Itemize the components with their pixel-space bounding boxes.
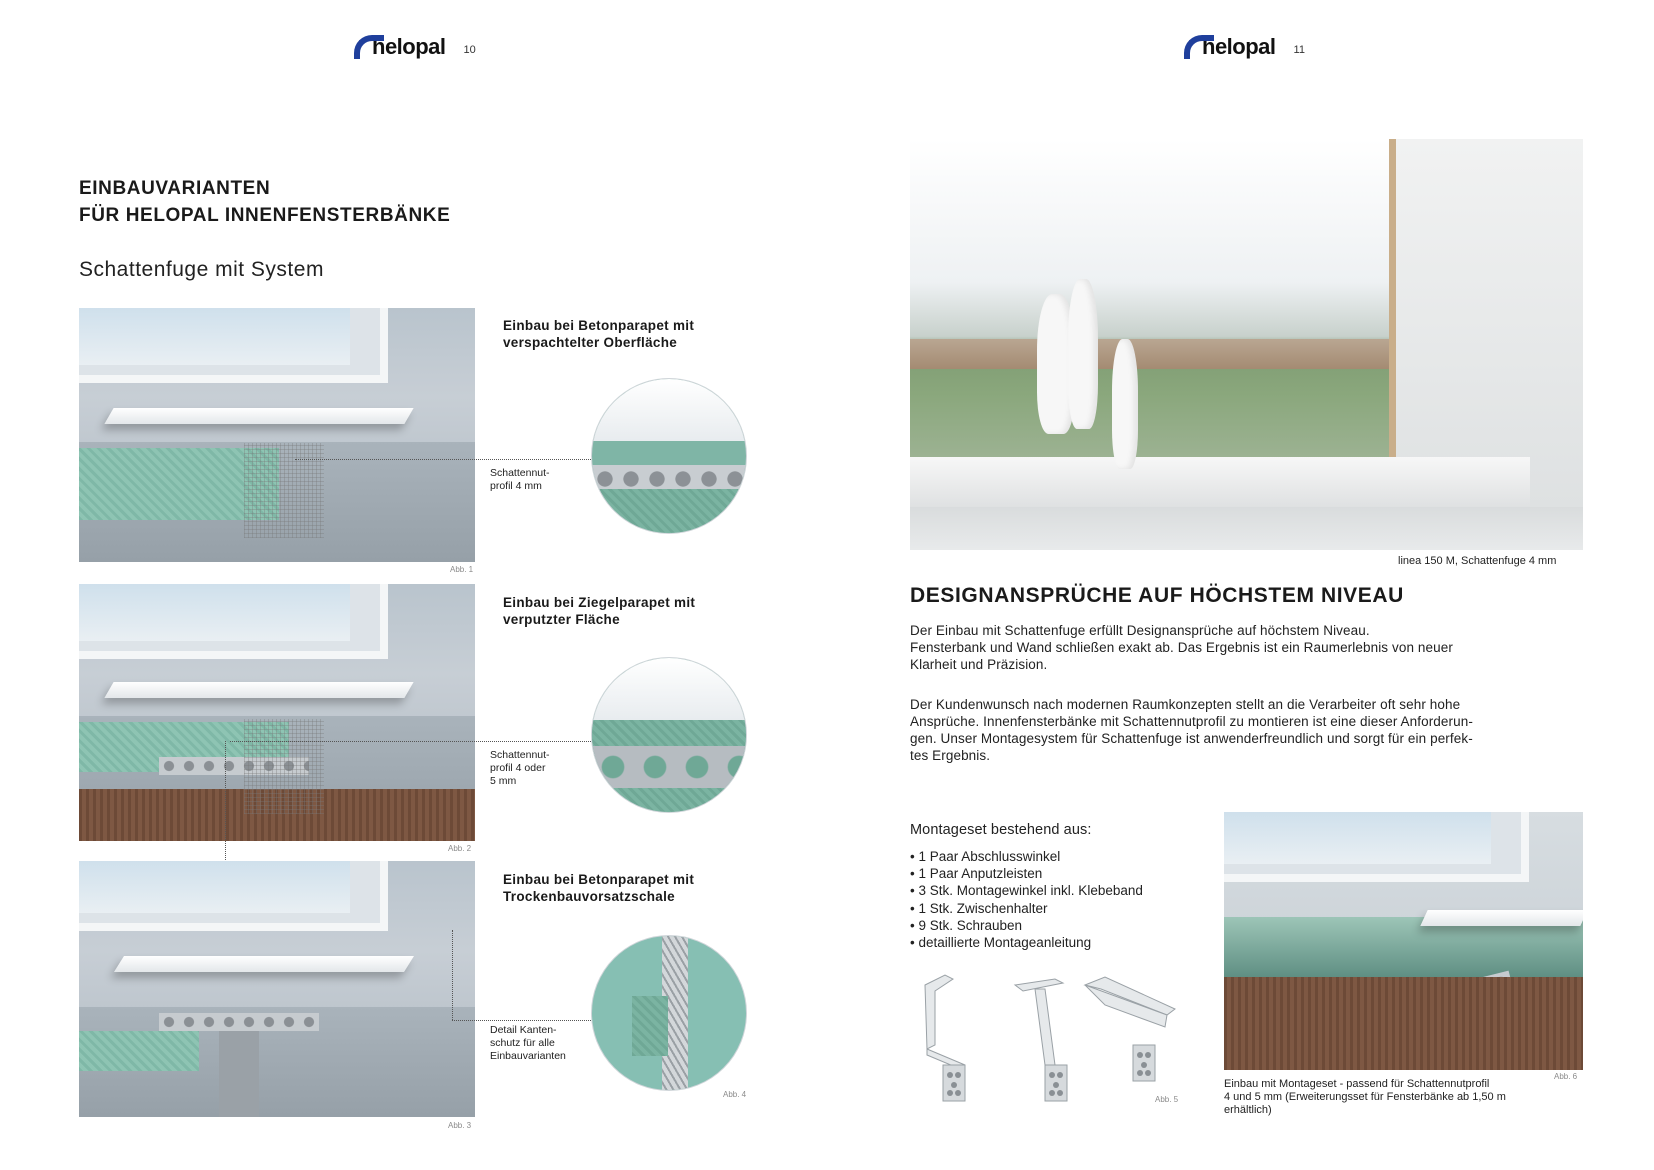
callout-line xyxy=(230,741,595,742)
variant-caption xyxy=(503,871,694,905)
detail-circle-2 xyxy=(591,657,747,813)
variant-caption xyxy=(503,317,694,351)
list-item: • 3 Stk. Montagewinkel inkl. Klebeband xyxy=(910,882,1143,899)
helopal-logo-icon xyxy=(1182,33,1196,61)
helopal-logo-icon xyxy=(352,33,366,61)
illustration-variant-1 xyxy=(79,308,475,562)
text-line: gen. Unser Montagesystem für Schattenfuge ist anwenderfreundlich und sorgt für ein perfek- xyxy=(910,731,1473,746)
illustration-variant-3 xyxy=(79,861,475,1117)
paragraph-1 xyxy=(910,622,1590,673)
label-line: schutz für alle xyxy=(490,1037,555,1049)
callout-label xyxy=(490,749,550,788)
page-title xyxy=(79,175,450,229)
caption-line: Einbau bei Betonparapet mit xyxy=(503,872,695,887)
list-item: • detaillierte Montageanleitung xyxy=(910,934,1143,951)
kit-title: Montageset bestehend aus: xyxy=(910,822,1092,838)
title-line: EINBAUVARIANTEN xyxy=(79,178,271,199)
installation-caption xyxy=(1224,1078,1506,1117)
list-item: • 1 Paar Abschlusswinkel xyxy=(910,848,1143,865)
mounting-parts-illustration xyxy=(905,965,1195,1115)
detail-circle-3 xyxy=(591,935,747,1091)
figure-label: Abb. 3 xyxy=(448,1121,472,1130)
figure-label: Abb. 5 xyxy=(1155,1095,1179,1104)
section-heading: DESIGNANSPRÜCHE AUF HÖCHSTEM NIVEAU xyxy=(910,584,1404,607)
detail-circle-1 xyxy=(591,378,747,534)
photo-caption: linea 150 M, Schattenfuge 4 mm xyxy=(1398,555,1557,567)
callout-label xyxy=(490,1024,566,1063)
figure-label: Abb. 1 xyxy=(450,565,474,574)
brand-name: helopal xyxy=(1202,34,1276,59)
callout-line xyxy=(452,1020,595,1021)
variant-caption xyxy=(503,594,695,628)
caption-line: erhältlich) xyxy=(1224,1104,1272,1116)
text-line: Ansprüche. Innenfensterbänke mit Schattennutprofil zu montieren ist eine dieser Anforderun- xyxy=(910,714,1473,729)
mounting-parts-drawing xyxy=(905,965,1195,1115)
list-item: • 1 Stk. Zwischenhalter xyxy=(910,900,1143,917)
caption-line: Einbau bei Ziegelparapet mit xyxy=(503,595,696,610)
window-sill-photo xyxy=(910,139,1583,550)
callout-line xyxy=(225,741,226,876)
kit-list xyxy=(910,848,1143,951)
page-number: 10 xyxy=(463,44,476,56)
text-line: Fensterbank und Wand schließen exakt ab. Das Ergebnis ist ein Raumerlebnis von neuer xyxy=(910,640,1453,655)
callout-line xyxy=(452,930,453,1020)
label-line: Schattennut- xyxy=(490,749,550,761)
page-subtitle: Schattenfuge mit System xyxy=(79,258,324,281)
paragraph-2 xyxy=(910,696,1590,764)
title-line: FÜR HELOPAL INNENFENSTERBÄNKE xyxy=(79,205,451,226)
label-line: Einbauvarianten xyxy=(490,1050,566,1062)
caption-line: verspachtelter Oberfläche xyxy=(503,335,678,350)
label-line: 5 mm xyxy=(490,775,517,787)
label-line: Schattennut- xyxy=(490,467,550,479)
caption-line: Einbau mit Montageset - passend für Schattennutprofil xyxy=(1224,1078,1490,1090)
figure-label: Abb. 4 xyxy=(723,1090,747,1099)
callout-line xyxy=(295,459,595,460)
text-line: Der Einbau mit Schattenfuge erfüllt Designansprüche auf höchstem Niveau. xyxy=(910,623,1370,638)
caption-line: Einbau bei Betonparapet mit xyxy=(503,318,695,333)
caption-line: 4 und 5 mm (Erweiterungsset für Fensterbänke ab 1,50 m xyxy=(1224,1091,1506,1103)
callout-label xyxy=(490,467,550,493)
brand-logo-left xyxy=(352,30,476,64)
brand-logo-right xyxy=(1182,30,1305,64)
text-line: Klarheit und Präzision. xyxy=(910,657,1048,672)
figure-label: Abb. 6 xyxy=(1554,1072,1578,1081)
label-line: Detail Kanten- xyxy=(490,1024,557,1036)
text-line: Der Kundenwunsch nach modernen Raumkonzepten stellt an die Verarbeiter oft sehr hohe xyxy=(910,697,1461,712)
brand-name: helopal xyxy=(372,34,446,59)
illustration-variant-2 xyxy=(79,584,475,841)
label-line: profil 4 oder xyxy=(490,762,546,774)
list-item: • 1 Paar Anputzleisten xyxy=(910,865,1143,882)
figure-label: Abb. 2 xyxy=(448,844,472,853)
page-number: 11 xyxy=(1293,44,1305,56)
caption-line: verputzter Fläche xyxy=(503,612,620,627)
label-line: profil 4 mm xyxy=(490,480,542,492)
caption-line: Trockenbauvorsatzschale xyxy=(503,889,675,904)
installation-illustration xyxy=(1224,812,1583,1070)
text-line: tes Ergebnis. xyxy=(910,748,991,763)
list-item: • 9 Stk. Schrauben xyxy=(910,917,1143,934)
